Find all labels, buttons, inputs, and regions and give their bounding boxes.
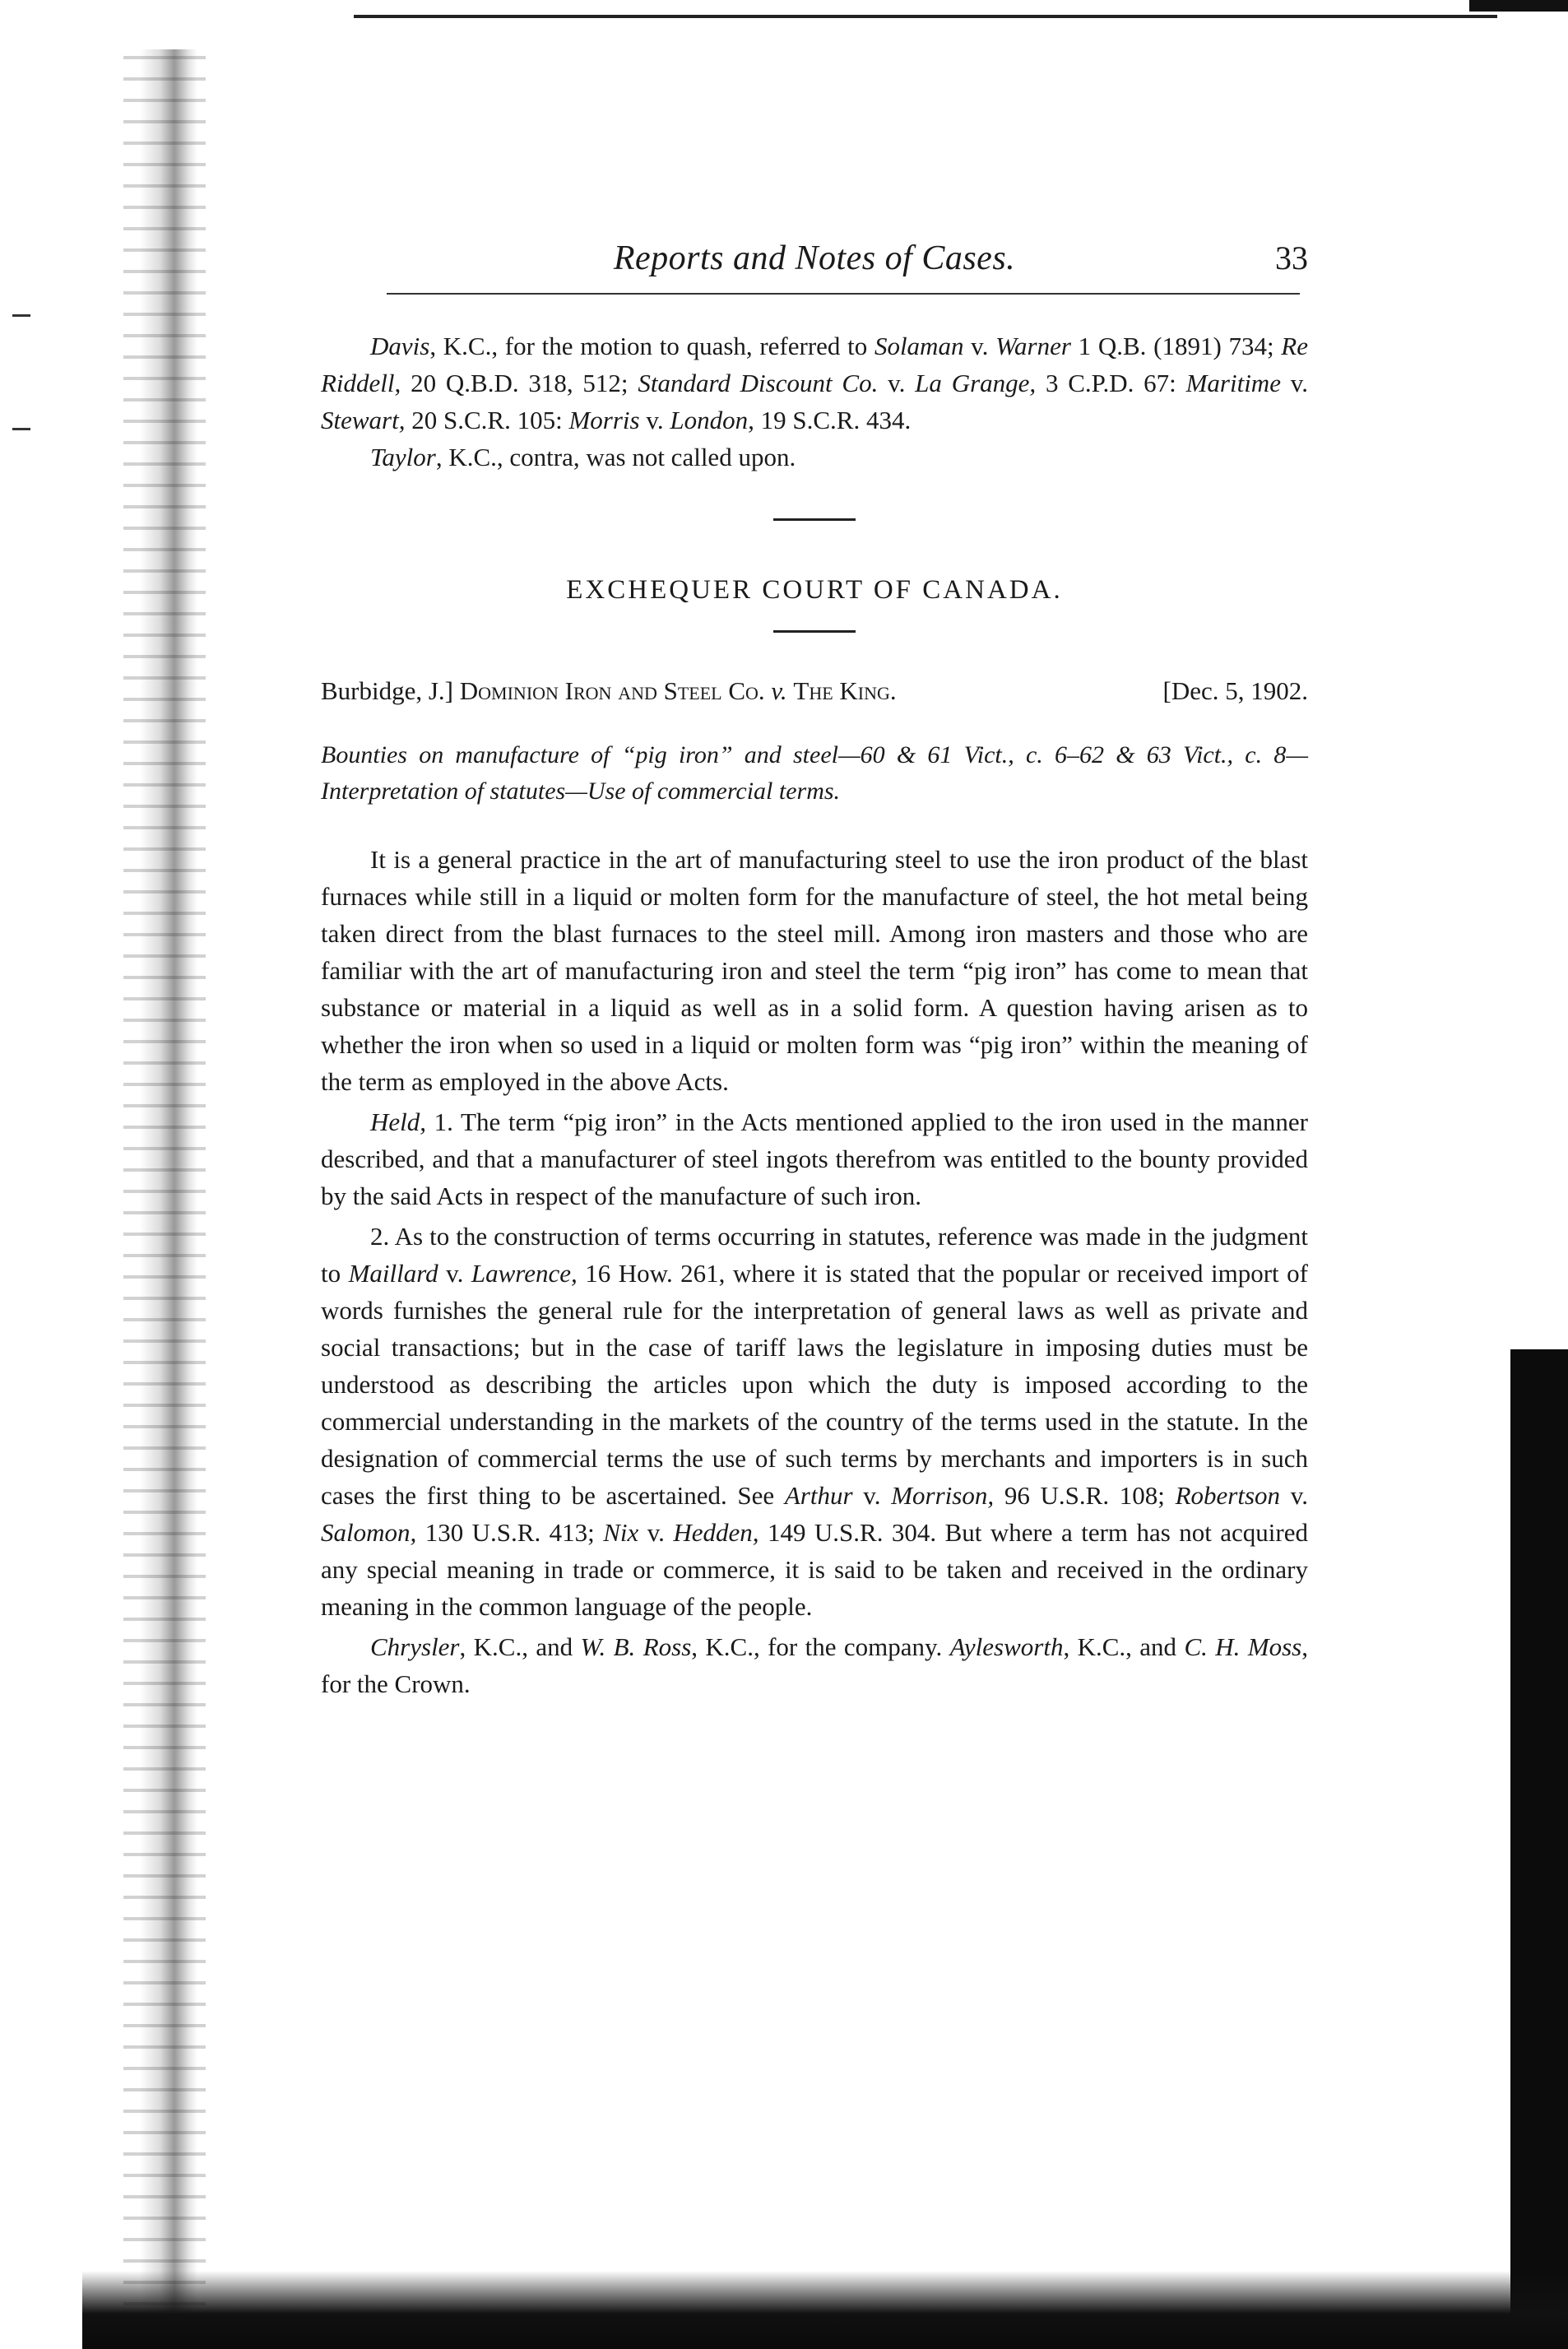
text-segment: , for the Crown. xyxy=(321,1632,1308,1698)
text-segment: v. xyxy=(963,332,996,360)
case-name: Standard Discount Co. xyxy=(638,369,879,397)
scan-left-binding-marks xyxy=(123,49,206,2345)
text-segment: , K.C., and xyxy=(459,1632,581,1661)
counsel-paragraph xyxy=(321,1628,1308,1702)
scan-margin-mark xyxy=(12,428,30,430)
counsel-name: Taylor xyxy=(370,443,436,471)
headnote: Bounties on manufacture of “pig iron” and steel—60 & 61 Vict., c. 6–62 & 63 Vict., c. 8—Interpretation of statutes—Use of commercial terms. xyxy=(321,741,1308,805)
court-heading: EXCHEQUER COURT OF CANADA. xyxy=(566,575,1063,605)
scan-right-edge-shadow xyxy=(1510,1349,1568,2349)
case-caption xyxy=(321,672,1308,709)
scan-bottom-edge-shadow xyxy=(82,2271,1568,2349)
scan-top-corner-shadow xyxy=(1469,0,1568,12)
party-defendant: The King. xyxy=(793,676,897,705)
text-segment: , K.C., for the company. xyxy=(691,1632,950,1661)
case-name: Solaman xyxy=(874,332,964,360)
text-segment: 1. The term “pig iron” in the Acts mentioned applied to the iron used in the manner described, and that a manufacturer of steel ingots therefrom was entitled to the bounty provided by the said Acts in respect of the manufacture of such iron. xyxy=(321,1107,1308,1210)
case-name: Maillard xyxy=(348,1259,438,1288)
text-segment: v. xyxy=(878,369,916,397)
counsel-name: Davis xyxy=(370,332,430,360)
text-segment: 20 Q.B.D. 318, 512; xyxy=(401,369,638,397)
case-name: Arthur xyxy=(784,1481,853,1510)
motion-paragraph xyxy=(321,327,1308,439)
running-head xyxy=(321,239,1308,296)
case-name: Stewart, xyxy=(321,406,406,434)
text-segment: v. xyxy=(638,1518,674,1547)
text-segment: v. xyxy=(852,1481,892,1510)
section-divider xyxy=(773,518,856,521)
text-segment: 20 S.C.R. 105: xyxy=(405,406,569,434)
scan-top-border xyxy=(354,15,1497,18)
text-segment: , K.C., contra, was not called upon. xyxy=(435,443,796,471)
case-name: Hedden, xyxy=(673,1518,759,1547)
text-segment: 2. As to the construction of terms occurring in statutes, reference was made in the judgment to xyxy=(321,1222,1308,1288)
judge-name: Burbidge, J.] xyxy=(321,676,454,705)
header-rule xyxy=(387,293,1300,295)
document-page xyxy=(321,239,1308,1702)
case-date: [Dec. 5, 1902. xyxy=(1162,676,1308,705)
text-segment: , K.C., and xyxy=(1063,1632,1185,1661)
section-divider xyxy=(773,630,856,633)
case-name: London, xyxy=(670,406,754,434)
text-segment: v. xyxy=(1280,1481,1308,1510)
case-parties-line xyxy=(321,672,897,709)
facts-paragraph: It is a general practice in the art of manufacturing steel to use the iron product of the blast furnaces while still in a liquid or molten form for the manufacture of steel, the hot metal being taken direct from the blast furnaces to the steel mill. Among iron masters and those who are familiar with the art of manufacturing iron and steel the term “pig iron” has come to mean that substance or material in a liquid as well as in a solid form. A question having arisen as to whether the iron when so used in a liquid or molten form was “pig iron” within the meaning of the term as employed in the above Acts. xyxy=(321,845,1308,1096)
versus: v. xyxy=(771,676,787,705)
text-segment: 1 Q.B. (1891) 734; xyxy=(1070,332,1282,360)
case-name: Salomon, xyxy=(321,1518,417,1547)
party-plaintiff: Dominion Iron and Steel Co. xyxy=(459,676,765,705)
case-name: Robertson xyxy=(1175,1481,1281,1510)
case-name: Lawrence, xyxy=(471,1259,578,1288)
text-segment: v. xyxy=(1280,369,1308,397)
case-name: La Grange, xyxy=(915,369,1037,397)
scan-margin-mark xyxy=(12,314,30,317)
case-name: Maritime xyxy=(1185,369,1281,397)
case-name: Morrison, xyxy=(891,1481,995,1510)
case-name: Morris xyxy=(568,406,640,434)
text-segment: , K.C., for the motion to quash, referred to xyxy=(429,332,874,360)
held-paragraph xyxy=(321,1103,1308,1214)
counsel-name: W. B. Ross xyxy=(580,1632,692,1661)
case-name: Re Riddell, xyxy=(321,332,1308,397)
counsel-name: C. H. Moss xyxy=(1184,1632,1302,1661)
text-segment: 3 C.P.D. 67: xyxy=(1036,369,1186,397)
running-title: Reports and Notes of Cases. xyxy=(613,239,1016,277)
case-name: Nix xyxy=(603,1518,639,1547)
text-segment: 19 S.C.R. 434. xyxy=(754,406,912,434)
page-number: 33 xyxy=(1275,239,1308,276)
contra-paragraph xyxy=(321,439,1308,476)
text-segment: 130 U.S.R. 413; xyxy=(416,1518,604,1547)
text-segment: 16 How. 261, where it is stated that the popular or received import of words furnishes the general rule for the interpretation of general laws as well as private and social transactions; but in the case of tariff laws the legislature in imposing duties must be understood as describing the articles upon which the duty is imposed according to the commercial understanding in the markets of the country of the terms used in the statute. In the designation of commercial terms the use of such terms by merchants and importers is in such cases the first thing to be ascertained. See xyxy=(321,1259,1308,1510)
construction-paragraph xyxy=(321,1218,1308,1625)
held-label: Held, xyxy=(370,1107,427,1136)
text-segment: v. xyxy=(639,406,670,434)
text-segment: v. xyxy=(438,1259,471,1288)
counsel-name: Aylesworth xyxy=(949,1632,1064,1661)
case-name: Warner xyxy=(995,332,1071,360)
text-segment: 96 U.S.R. 108; xyxy=(994,1481,1176,1510)
counsel-name: Chrysler xyxy=(370,1632,460,1661)
text-segment: 149 U.S.R. 304. But where a term has not acquired any special meaning in trade or commerce, it is said to be taken and received in the ordinary meaning in the common language of the people. xyxy=(321,1518,1308,1621)
